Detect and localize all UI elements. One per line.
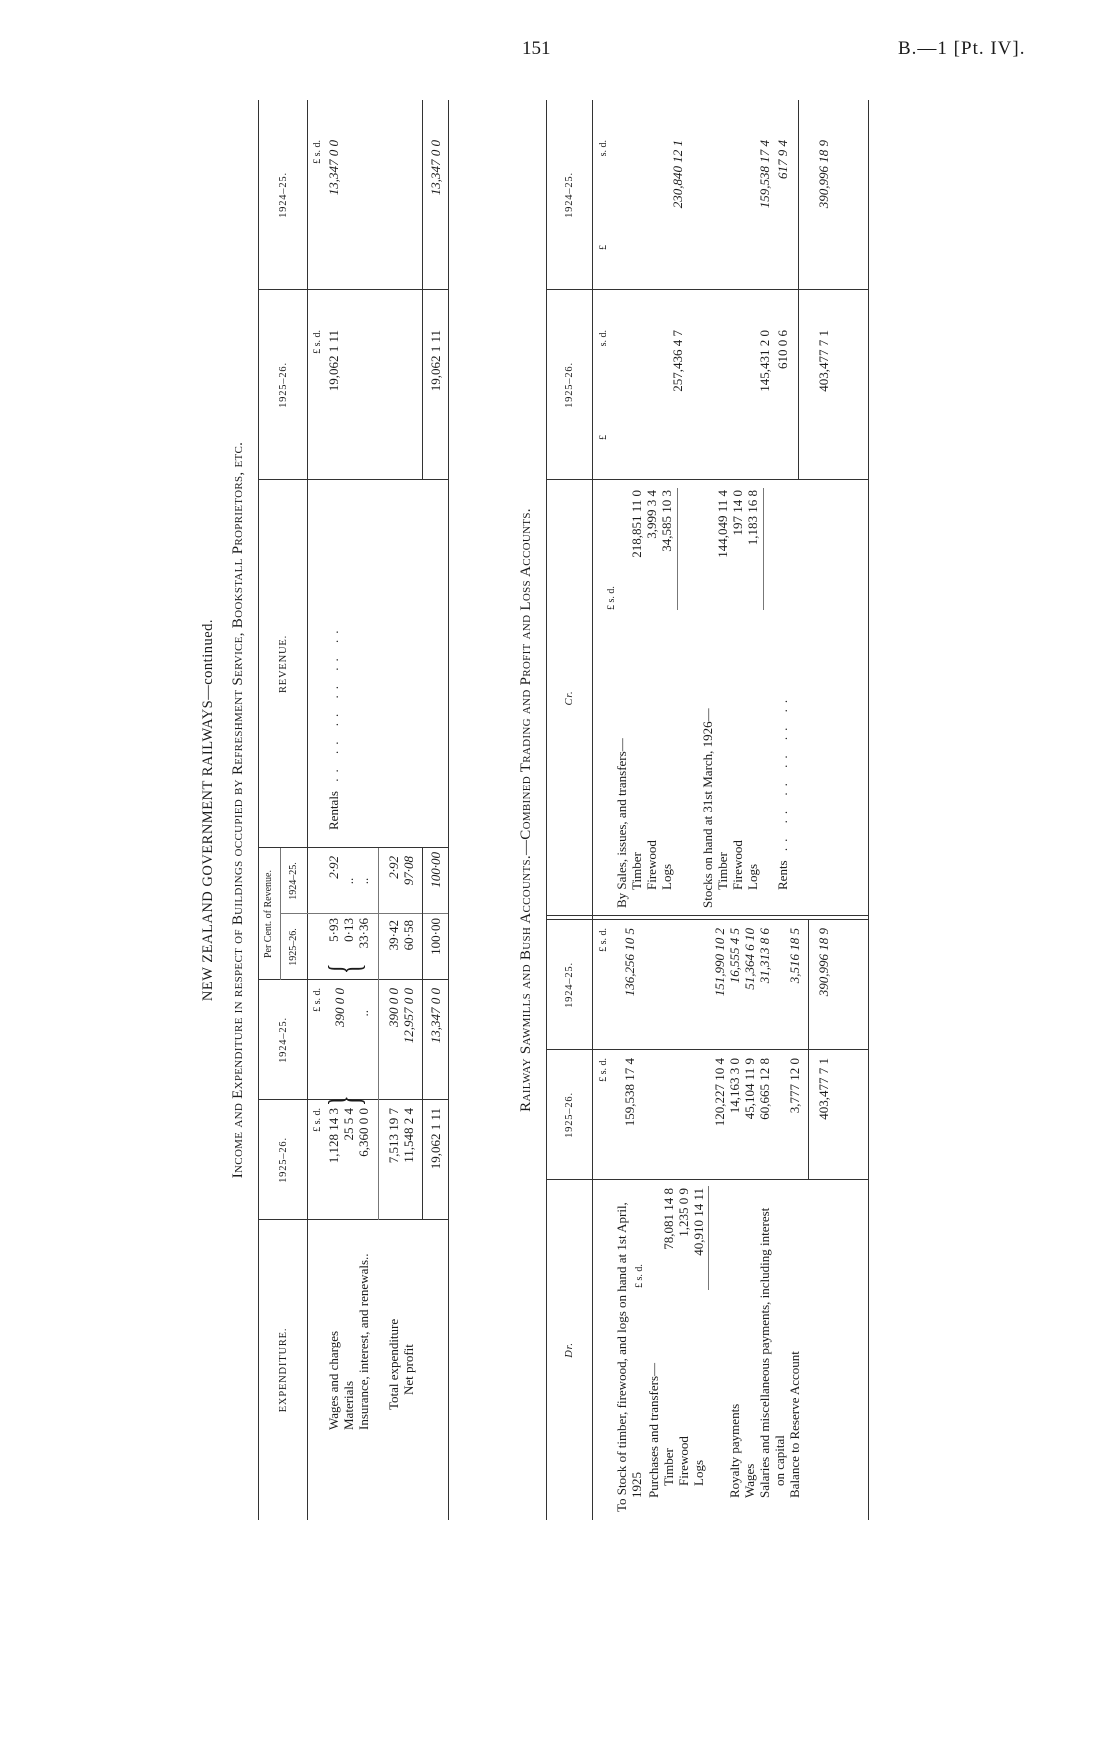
purchase-amount: 1,235 0 9: [676, 1188, 691, 1237]
expense-label: Materials: [341, 1380, 356, 1430]
revenue-total: 13,347 0 0: [428, 140, 443, 196]
cr-total-rule: [798, 100, 799, 480]
dr-year1-header: 1925–26.: [564, 1092, 575, 1138]
revenue-header: REVENUE.: [278, 634, 289, 694]
expense-amount-1924: 390 0 0: [332, 988, 347, 1027]
purchases-label: Purchases and transfers—: [646, 1362, 661, 1498]
units-label: £ s. d.: [634, 1264, 645, 1288]
purchase-amount: 78,081 14 8: [661, 1188, 676, 1250]
revenue-label: Rentals .. .. .. .. .. ..: [326, 624, 341, 830]
total-amount: 12,957 0 0: [401, 988, 416, 1044]
units-label: £ s. d.: [312, 140, 323, 164]
credit-header: Cr.: [564, 690, 575, 706]
subtotal-rule: [378, 848, 379, 1220]
grand-total-rule: [422, 848, 423, 1220]
expense-amount: 1,128 14 3: [326, 1108, 341, 1164]
dr-total-rule: [808, 920, 809, 1180]
purchases-total: 120,227 10 4: [712, 1058, 727, 1127]
sales-amount: 34,585 10 3: [659, 490, 674, 552]
grand-total-pct: 100·00: [428, 918, 443, 955]
pct-value: 2·92: [326, 856, 341, 879]
table1-header-rule: [307, 100, 308, 1520]
rotated-page-content: [200, 100, 900, 1520]
stocks-label: Stocks on hand at 31st March, 1926—: [700, 708, 715, 908]
page-number: 151: [522, 38, 551, 59]
sales-item: Firewood: [644, 840, 659, 890]
expenditure-header: EXPENDITURE.: [278, 1327, 289, 1413]
table2-bottom-rule: [868, 100, 869, 1520]
sub-rule: [763, 488, 764, 610]
stocks-total: 145,431 2 0: [757, 330, 772, 392]
section1-title: Income and Expenditure in respect of Buildings occupied by Refreshment Service, Bookstall Proprietors, etc.: [230, 441, 246, 1179]
expense-amount-1924: ..: [356, 1010, 371, 1017]
units-label: £ s. d.: [598, 1058, 609, 1082]
section2-title: Railway Sawmills and Bush Accounts.—Combined Trading and Profit and Loss Accounts.: [518, 508, 534, 1112]
pct-value: 5·93: [326, 918, 341, 942]
pct-value: ..: [356, 877, 371, 885]
sales-amount: 218,851 11 0: [629, 490, 644, 558]
sales-total: 257,436 4 7: [670, 330, 685, 392]
sub-rule: [677, 488, 678, 610]
total-amount: 11,548 2 4: [401, 1108, 416, 1163]
stock-label-cont: 1925: [629, 1472, 644, 1498]
dr-item: Royalty payments: [727, 1403, 742, 1498]
dr-amount: 31,313 8 6: [757, 928, 772, 984]
pct-value: 0·13: [341, 918, 356, 942]
cr-total: 390,996 18 9: [816, 140, 831, 209]
units-label: £ s. d.: [606, 586, 617, 610]
units-sd: s. d.: [598, 330, 609, 347]
units-pound: £: [598, 245, 609, 250]
expense-label: Insurance, interest, and renewals..: [356, 1253, 371, 1430]
purchase-amount: 40,910 14 11: [691, 1188, 706, 1256]
rev-year1-header: 1925–26.: [278, 362, 289, 408]
table2-header-rule: [592, 100, 593, 1520]
pct-subheader-rule: [280, 848, 281, 980]
dr-total: 390,996 18 9: [816, 928, 831, 997]
dr-item: Balance to Reserve Account: [787, 1351, 802, 1498]
grand-total-amount: 19,062 1 11: [428, 1108, 443, 1170]
pct-header: Per Cent. of Revenue.: [263, 869, 274, 959]
pct-year1-header: 1925–26.: [288, 928, 299, 966]
total-amount: 7,513 19 7: [386, 1108, 401, 1164]
debit-header: Dr.: [564, 1342, 575, 1358]
rents-label: Rents .. .. .. .. .. ..: [775, 693, 790, 890]
dr-amount: 51,364 6 10: [742, 928, 757, 990]
stocks-item: Logs: [745, 864, 760, 890]
expense-amount: 6,360 0 0: [356, 1108, 371, 1157]
sales-item: Timber: [629, 852, 644, 890]
units-label: £ s. d.: [312, 330, 323, 354]
table2-top-rule: [546, 100, 547, 1520]
dr-amount: 3,777 12 0: [787, 1058, 802, 1114]
stocks-amount: 144,049 11 4: [715, 490, 730, 558]
table1-bottom-rule: [448, 100, 449, 1520]
grand-total-amount: 13,347 0 0: [428, 988, 443, 1044]
pct-value: 2·92: [386, 856, 401, 879]
dr-total: 403,477 7 1: [816, 1058, 831, 1120]
stocks-amount: 197 14 0: [730, 490, 745, 536]
units-label: £ s. d.: [598, 928, 609, 952]
sheet-reference: B.—1 [Pt. IV].: [898, 38, 1026, 59]
sales-amount: 3,999 3 4: [644, 490, 659, 539]
pct-year2-header: 1924–25.: [288, 862, 299, 900]
units-sd: s. d.: [598, 140, 609, 157]
main-title: NEW ZEALAND GOVERNMENT RAILWAYS—continued.: [200, 618, 216, 1002]
stocks-amount: 1,183 16 8: [745, 490, 760, 546]
expense-label: Wages and charges: [326, 1330, 341, 1430]
pct-value: 60·58: [401, 920, 416, 951]
purchase-item: Firewood: [676, 1436, 691, 1486]
stock-amount: 136,256 10 5: [622, 928, 637, 997]
dr-item: Wages: [742, 1463, 757, 1498]
grand-total-pct: 100·00: [428, 852, 443, 888]
grand-total-rule: [422, 100, 423, 480]
brace-symbol: }: [320, 1095, 369, 1106]
dr-amount: 45,104 11 9: [742, 1058, 757, 1120]
stock-amount: 159,538 17 4: [622, 1058, 637, 1127]
revenue-amount: 13,347 0 0: [326, 140, 341, 196]
sales-label: By Sales, issues, and transfers—: [614, 738, 629, 908]
pct-value: 39·42: [386, 920, 401, 951]
pct-value: 33·36: [356, 918, 371, 949]
cr-year2-header: 1924–25.: [564, 172, 575, 218]
revenue-amount: 19,062 1 11: [326, 330, 341, 392]
stock-label: To Stock of timber, firewood, and logs on hand at 1st April,: [614, 1202, 629, 1512]
purchase-item: Logs: [691, 1460, 706, 1486]
dr-amount: 3,516 18 5: [787, 928, 802, 984]
sub-rule: [708, 1186, 709, 1290]
pct-value: ..: [341, 877, 356, 885]
dr-amount: 14,163 3 0: [727, 1058, 742, 1114]
units-label: £ s. d.: [312, 988, 323, 1012]
exp-year1-header: 1925–26.: [278, 1137, 289, 1183]
purchases-total: 151,990 10 2: [712, 928, 727, 997]
sales-total: 230,840 12 1: [670, 140, 685, 209]
table1-top-rule: [258, 100, 259, 1520]
total-amount: 390 0 0: [386, 988, 401, 1027]
dr-amount: 60,665 12 8: [757, 1058, 772, 1120]
total-label: Net profit: [401, 1344, 416, 1395]
cr-year1-header: 1925–26.: [564, 362, 575, 408]
rents-amount: 617 9 4: [775, 140, 790, 179]
sales-item: Logs: [659, 864, 674, 890]
total-label: Total expenditure: [386, 1318, 401, 1410]
dr-year2-header: 1924–25.: [564, 962, 575, 1008]
stocks-item: Firewood: [730, 840, 745, 890]
brace-symbol: {: [320, 963, 369, 974]
stocks-total: 159,538 17 4: [757, 140, 772, 209]
expense-amount: 25 5 4: [341, 1108, 356, 1141]
dr-item-cont: on capital: [772, 1435, 787, 1486]
rev-year2-header: 1924–25.: [278, 172, 289, 218]
purchase-item: Timber: [661, 1448, 676, 1486]
units-label: £ s. d.: [312, 1108, 323, 1132]
table2-col-rule: [546, 915, 868, 916]
revenue-total: 19,062 1 11: [428, 330, 443, 392]
table2-col-rule: [546, 919, 868, 920]
dr-amount: 16,555 4 5: [727, 928, 742, 984]
rents-amount: 610 0 6: [775, 330, 790, 369]
dr-item: Salaries and miscellaneous payments, including interest: [757, 1207, 772, 1498]
units-pound: £: [598, 435, 609, 440]
stocks-item: Timber: [715, 852, 730, 890]
cr-total: 403,477 7 1: [816, 330, 831, 392]
exp-year2-header: 1924–25.: [278, 1017, 289, 1063]
pct-value: 97·08: [401, 856, 416, 886]
